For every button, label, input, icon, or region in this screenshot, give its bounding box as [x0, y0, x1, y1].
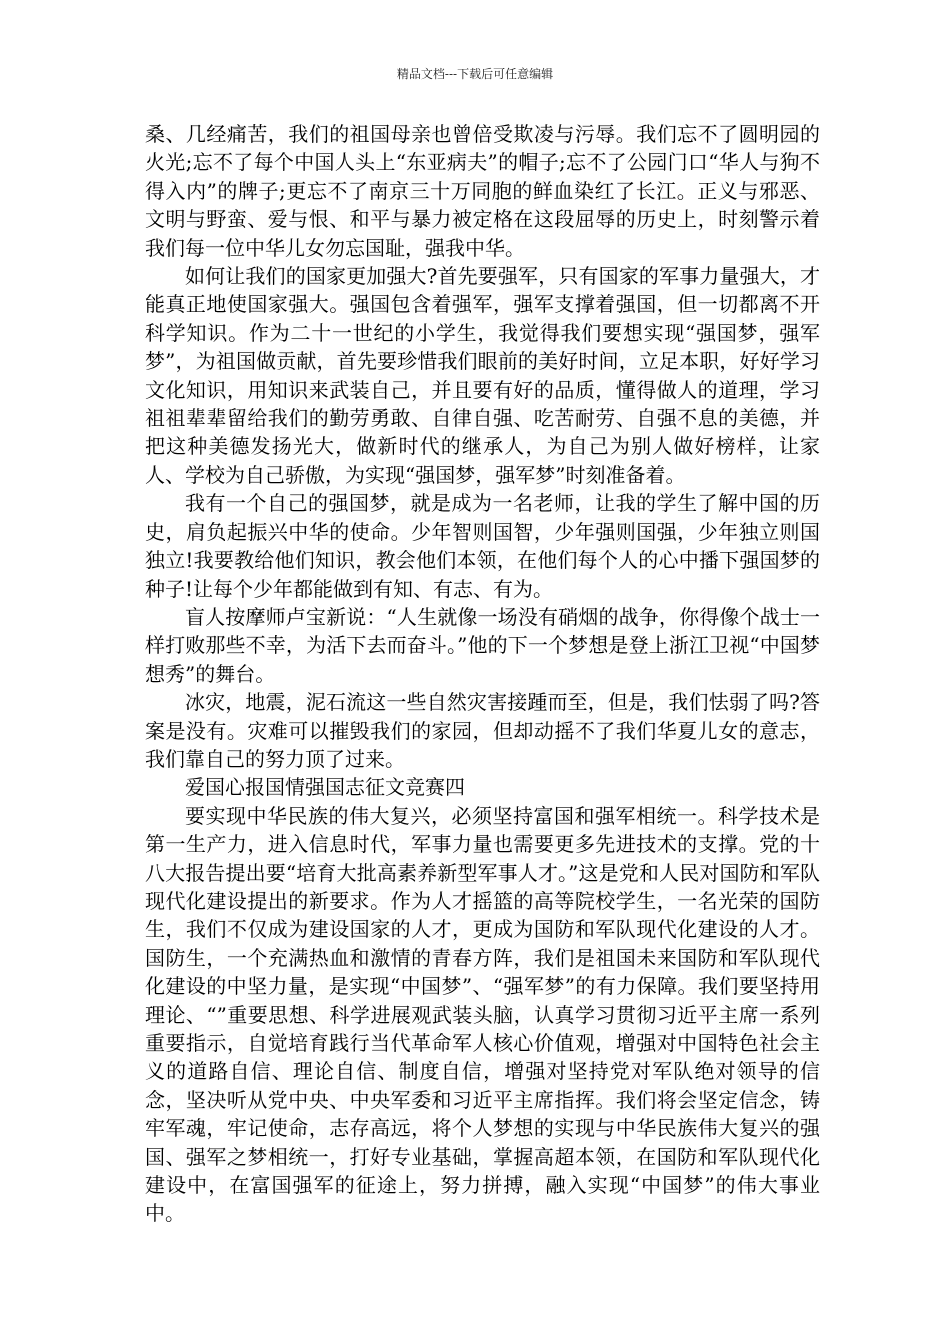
- paragraph-2: 如何让我们的国家更加强大?首先要强军，只有国家的军事力量强大，才能真正地使国家强大。强国包含着强军，强军支撑着强国，但一切都离不开科学知识。作为二十一世纪的小学生，我觉得我们要想实现“强国梦，强军梦”，为祖国做贡献，首先要珍惜我们眼前的美好时间，立足本职，好好学习文化知识，用知识来武装自己，并且要有好的品质，懂得做人的道理，学习祖祖辈辈留给我们的勤劳勇敢、自律自强、吃苦耐劳、自强不息的美德，并把这种美德发扬光大，做新时代的继承人，为自己为别人做好榜样，让家人、学校为自己骄傲，为实现“强国梦，强军梦”时刻准备着。: [145, 264, 820, 487]
- document-body: [145, 120, 820, 1228]
- section-title: 爱国心报国情强国志征文竞赛四: [185, 775, 465, 800]
- paragraph-1: 桑、几经痛苦，我们的祖国母亲也曾倍受欺凌与污辱。我们忘不了圆明园的火光;忘不了每个中国人头上“东亚病夫”的帽子;忘不了公园门口“华人与狗不得入内”的牌子;更忘不了南京三十万同胞的鲜血染红了长江。正义与邪恶、文明与野蛮、爱与恨、和平与暴力被定格在这段屈辱的历史上，时刻警示着我们每一位中华儿女勿忘国耻，强我中华。: [145, 122, 820, 260]
- paragraph-3: 我有一个自己的强国梦，就是成为一名老师，让我的学生了解中国的历史，肩负起振兴中华的使命。少年智则国智，少年强则国强，少年独立则国独立!我要教给他们知识，教会他们本领，在他们每个人的心中播下强国梦的种子!让每个少年都能做到有知、有志、有为。: [145, 491, 820, 601]
- paragraph-5: 冰灾，地震，泥石流这一些自然灾害接踵而至，但是，我们怯弱了吗?答案是没有。灾难可以摧毁我们的家园，但却动摇不了我们华夏儿女的意志，我们靠自己的努力顶了过来。: [145, 690, 820, 771]
- paragraph-7: 要实现中华民族的伟大复兴，必须坚持富国和强军相统一。科学技术是第一生产力，进入信息时代，军事力量也需要更多先进技术的支撑。党的十八大报告提出要“培育大批高素养新型军事人才。”这是党和人民对国防和军队现代化建设提出的新要求。作为人才摇篮的高等院校学生，一名光荣的国防生，我们不仅成为建设国家的人才，更成为国防和军队现代化建设的人才。国防生，一个充满热血和激情的青春方阵，我们是祖国未来国防和军队现代化建设的中坚力量，是实现“中国梦”、“强军梦”的有力保障。我们要坚持用理论、“”重要思想、科学进展观武装头脑，认真学习贯彻习近平主席一系列重要指示，自觉培育践行当代革命军人核心价值观，增强对中国特色社会主义的道路自信、理论自信、制度自信，增强对坚持党对军队绝对领导的信念，坚决听从党中央、中央军委和习近平主席指挥。我们将会坚定信念，铸牢军魂，牢记使命，志存高远，将个人梦想的实现与中华民族伟大复兴的强国、强军之梦相统一，打好专业基础，掌握高超本领，在国防和军队现代化建设中，在富国强军的征途上，努力拼搏，融入实现“中国梦”的伟大事业中。: [145, 803, 820, 1226]
- page-header: 精品文档---下载后可任意编辑: [396, 67, 554, 81]
- paragraph-4: 盲人按摩师卢宝新说：“人生就像一场没有硝烟的战争，你得像个战士一样打败那些不幸，为活下去而奋斗。”他的下一个梦想是登上浙江卫视“中国梦想秀”的舞台。: [145, 604, 820, 686]
